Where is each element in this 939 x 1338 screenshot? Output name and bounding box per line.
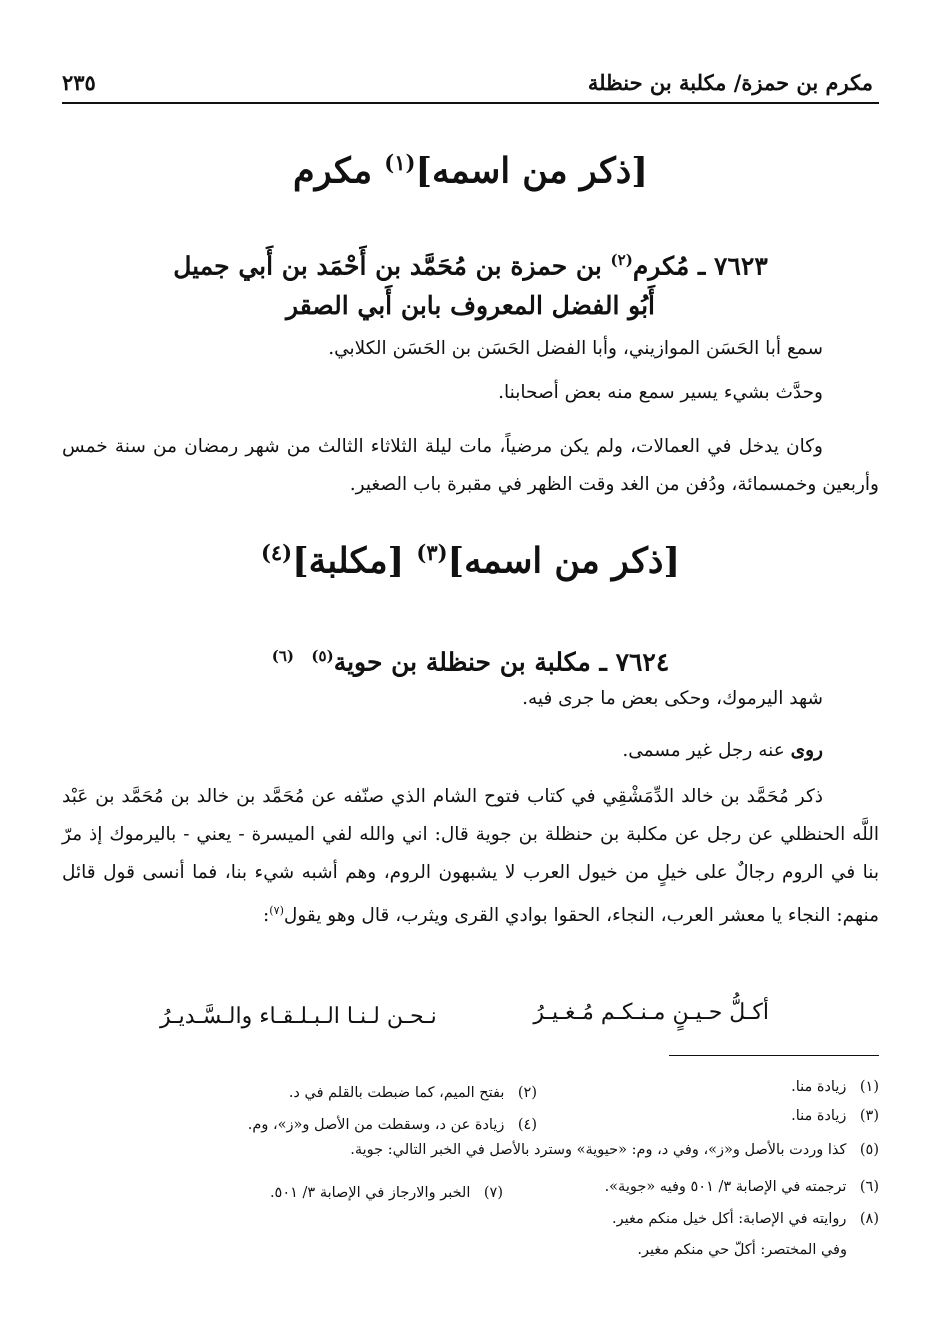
section-heading-open: [ذكر من اسمه] <box>447 540 681 582</box>
entry-lineage: بن حمزة بن مُحَمَّد بن أَحْمَد بن أَبي جميل <box>173 251 611 281</box>
paragraph-heard: سمع أبا الحَسَن الموازيني، وأبا الفضل الحَسَن بن الحَسَن الكلابي. <box>328 338 823 359</box>
paragraph-death: وكان يدخل في العمالات، ولم يكن مرضياً، مات ليلة الثلاثاء الثالث من شهر رمضان من سنة خمس وأربعين وخمسمائة، ودُفن من الغد وقت الظهر في مقبرة باب الصغير. <box>62 436 879 495</box>
paragraph-narrator <box>62 732 879 770</box>
footnote-ref-2[interactable]: (٢) <box>610 251 633 269</box>
footnote-number: (٤) <box>517 1117 537 1133</box>
section-heading-open: [ذكر من اسمه] <box>415 150 648 192</box>
section-heading-name: [مكلبة] <box>292 540 417 582</box>
footnote-text: بفتح الميم، كما ضبطت بالقلم في د. <box>288 1085 505 1101</box>
footnote-4 <box>248 1113 537 1137</box>
footnote-3 <box>791 1104 879 1128</box>
footnote-text: زيادة منا. <box>791 1079 847 1095</box>
paragraph-narrated: وحدَّث بشيء يسير سمع منه بعض أصحابنا. <box>498 382 823 403</box>
footnote-2 <box>289 1081 537 1105</box>
verse-hemistich-second: نـحـن لـنـا الـبـلـقـاء والـسَّـديـرُ <box>160 1004 437 1029</box>
entry-number-name: ٧٦٢٤ ـ مكلبة بن حنظلة بن حوية <box>333 647 670 677</box>
running-title: مكرم بن حمزة/ مكلبة بن حنظلة <box>587 70 873 95</box>
footnote-6 <box>605 1175 879 1199</box>
paragraph-narrator-text: عنه رجل غير مسمى. <box>622 740 791 761</box>
entry-heading-7624 <box>62 636 879 682</box>
footnote-text: زيادة منا. <box>791 1108 847 1124</box>
book-page <box>62 0 879 1338</box>
footnote-number: (٨) <box>859 1211 879 1227</box>
entry-heading-7623 <box>62 240 879 326</box>
entry-heading-line2: أَبُو الفضل المعروف بابن أَبي الصقر <box>285 291 655 321</box>
paragraph-account-end: : <box>263 905 270 927</box>
footnote-8 <box>612 1207 879 1231</box>
poetry-verse <box>62 1000 879 1044</box>
footnote-number: (٧) <box>483 1185 503 1201</box>
entry-heading-line1 <box>62 240 879 286</box>
footnote-divider <box>669 1055 879 1056</box>
footnote-ref-5[interactable]: (٥) <box>311 647 334 665</box>
footnote-number: (٥) <box>859 1142 879 1158</box>
footnote-number: (٦) <box>859 1179 879 1195</box>
footnote-5 <box>350 1138 879 1162</box>
footnote-ref-6[interactable]: (٦) <box>271 647 294 665</box>
verse-hemistich-first: أكـلُّ حـيـنٍ مـنـكـم مُـغـيـرُ <box>533 1000 769 1025</box>
paragraph-account <box>62 778 879 935</box>
paragraph-yarmouk: شهد اليرموك، وحكى بعض ما جرى فيه. <box>522 688 823 709</box>
entry-number-name: ٧٦٢٣ ـ مُكرم <box>632 251 768 281</box>
footnote-text: روايته في الإصابة: أكل خيل منكم مغير. <box>611 1211 847 1227</box>
footnote-text: كذا وردت بالأصل و«ز»، وفي د، وم: «حيوية» وسترد بالأصل في الخبر التالي: جوية. <box>350 1142 847 1158</box>
footnote-1 <box>791 1075 879 1099</box>
footnote-text: الخبر والارجاز في الإصابة ٣/ ٥٠١. <box>269 1185 471 1201</box>
footnote-number: (١) <box>859 1079 879 1095</box>
footnote-text: ترجمته في الإصابة ٣/ ٥٠١ وفيه «جوية». <box>604 1179 847 1195</box>
paragraph-account-text: ذكر مُحَمَّد بن خالد الدِّمَشْقِي في كتاب فتوح الشام الذي صنّفه عن مُحَمَّد بن خالد بن مُحَمَّد بن عَبْد اللَّه الحنظلي عن رجل عن مكلبة بن حنظلة بن جوية قال: اني والله لفي الميسرة - يعني - باليرموك إذ مرّ بنا في الروم رجالٌ على خيلٍ من خيول العرب لا يشبهون الروم، وهم أشبه شيء بنا، فما أنسى قول قائل منهم: النجاء يا معشر العرب، النجاء، الحقوا بوادي القرى ويثرب، قال وهو يقول <box>62 786 879 927</box>
running-header <box>62 62 879 104</box>
footnote-number: (٢) <box>517 1085 537 1101</box>
footnote-8-continuation: وفي المختصر: أكلّ حي منكم مغير. <box>637 1242 847 1258</box>
section-heading-mukram <box>62 150 879 192</box>
footnote-ref-4[interactable]: (٤) <box>260 540 293 565</box>
footnote-ref-3[interactable]: (٣) <box>416 540 448 565</box>
footnote-number: (٣) <box>859 1108 879 1124</box>
section-heading-name: مكرم <box>293 150 385 192</box>
page-number: ٢٣٥ <box>62 70 96 95</box>
footnote-ref-7[interactable]: (٧) <box>269 904 284 917</box>
bold-lead-word: روى <box>790 740 823 761</box>
section-heading-muklaba <box>62 540 879 582</box>
footnote-text: زيادة عن د، وسقطت من الأصل و«ز»، وم. <box>247 1117 505 1133</box>
footnote-7 <box>270 1181 503 1205</box>
footnote-ref-1[interactable]: (١) <box>384 150 416 175</box>
